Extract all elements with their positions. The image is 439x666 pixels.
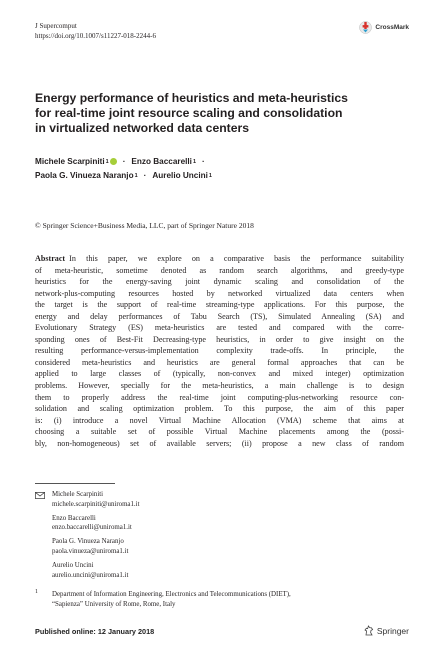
title-line: in virtualized networked data centers [35, 121, 250, 135]
author-name[interactable]: Aurelio Uncini [152, 171, 208, 180]
publisher-name: Springer [376, 625, 409, 636]
contact-email[interactable]: aurelio.uncini@uniroma1.it [52, 571, 129, 579]
contact-name: Michele Scarpiniti [52, 491, 104, 498]
contact-email[interactable]: enzo.baccarelli@uniroma1.it [52, 524, 132, 532]
abstract-heading: Abstract [35, 254, 66, 263]
contact-name: Paola G. Vinueza Naranjo [52, 538, 124, 546]
abstract-line: energy and delay performances of Tabu Search (TS), Simulated Annealing (SA) and [35, 311, 404, 321]
affiliation-marker: 1 [208, 173, 212, 179]
affiliation [35, 590, 291, 609]
author-name[interactable]: Enzo Baccarelli [131, 157, 192, 166]
author-separator: · [202, 157, 205, 166]
abstract-line: problems. However, specially for the meta-heuristics, a main challenge is to design [35, 381, 404, 391]
author-line [35, 155, 212, 169]
abstract-line: network-plus-computing resources hosted by networked virtualized data centers when [35, 288, 404, 298]
abstract-line: bly, non-homogeneous) set of available servers; (ii) propose a new class of random [35, 438, 404, 448]
abstract-line: resulting performance-versus-implementation complexity trade-offs. In principle, the [35, 346, 404, 356]
crossmark-label: CrossMark [375, 24, 409, 31]
author-separator: · [143, 171, 147, 180]
author-separator: · [122, 157, 126, 166]
affiliation-marker: 1 [192, 159, 197, 165]
abstract-line: considered meta-heuristics and heuristics are general formal approaches that can be [35, 357, 404, 367]
author-name[interactable]: Michele Scarpiniti [35, 157, 105, 166]
published-date: Published online: 12 January 2018 [35, 627, 155, 636]
title-line: for real-time joint resource scaling and consolidation [35, 106, 343, 120]
contact-entry [52, 537, 139, 556]
envelope-icon [35, 492, 45, 499]
copyright-notice: © Springer Science+Business Media, LLC, part of Springer Nature 2018 [35, 221, 254, 230]
abstract-line: them to properly address the real-time joint computing-plus-networking resource con- [35, 392, 404, 402]
abstract-line: heuristics for the energy-saving joint dynamic scaling and consolidation of the [35, 277, 404, 287]
abstract-line: sponding ones of Best-Fit Decreasing-type heuristics, in order to give insight on the [35, 334, 404, 344]
abstract-line: the target is the support of real-time streaming-type applications. For this purpose, the [35, 300, 404, 310]
affiliation-marker: 1 [134, 173, 138, 179]
contact-entry [52, 490, 139, 509]
contact-entry [52, 561, 139, 580]
author-name[interactable]: Paola G. Vinueza Naranjo [35, 171, 134, 180]
abstract-line: Evolutionary Strategy (ES) meta-heuristics are tested and compared with the corre- [35, 323, 404, 333]
contact-entry [52, 514, 139, 533]
abstract-line: is: (i) introduce a novel Virtual Machine Allocation (VMA) scheme that aims at [35, 415, 404, 425]
affiliation-line: Department of Information Engineering, Electronics and Telecommunications (DIET), [52, 591, 291, 598]
abstract [35, 253, 404, 449]
contact-name: Aurelio Uncini [52, 562, 94, 570]
abstract-line: choosing a suitable set of possible Virtual Machine placements among the (possi- [35, 427, 404, 437]
corresponding-contacts [35, 490, 139, 585]
crossmark-badge[interactable] [359, 20, 409, 35]
contact-email[interactable]: paola.vinueza@uniroma1.it [52, 547, 129, 555]
orcid-icon[interactable] [110, 158, 117, 165]
affiliation-number: 1 [35, 589, 38, 595]
footnote-divider [35, 483, 115, 484]
springer-logo[interactable] [364, 625, 409, 636]
contact-email[interactable]: michele.scarpiniti@uniroma1.it [52, 500, 140, 508]
article-title [35, 91, 405, 136]
abstract-line: of meta-heuristic, sometime denoted as random search algorithms, and greedy-type [35, 265, 404, 275]
abstract-first-line: In this paper, we explore on a comparative basis the performance suitability [69, 254, 404, 263]
doi-link[interactable]: https://doi.org/10.1007/s11227-018-2244-6 [35, 32, 156, 40]
springer-horse-icon [364, 625, 374, 636]
contact-name: Enzo Baccarelli [52, 514, 96, 522]
abstract-line: applied to large classes of (typically, non-convex and mixed integer) optimization [35, 369, 404, 379]
abstract-line [35, 253, 404, 265]
affiliation-line: “Sapienza” University of Rome, Rome, Italy [52, 600, 176, 608]
journal-header [35, 21, 156, 41]
affiliation-marker: 1 [105, 159, 109, 165]
author-list [35, 155, 212, 183]
abstract-line: solidation and scaling optimization problem. To this purpose, the aim of this paper [35, 404, 404, 414]
crossmark-icon [359, 20, 372, 35]
title-line: Energy performance of heuristics and meta-heuristics [35, 91, 348, 105]
journal-name: J Supercomput [35, 22, 77, 30]
author-line [35, 169, 212, 183]
